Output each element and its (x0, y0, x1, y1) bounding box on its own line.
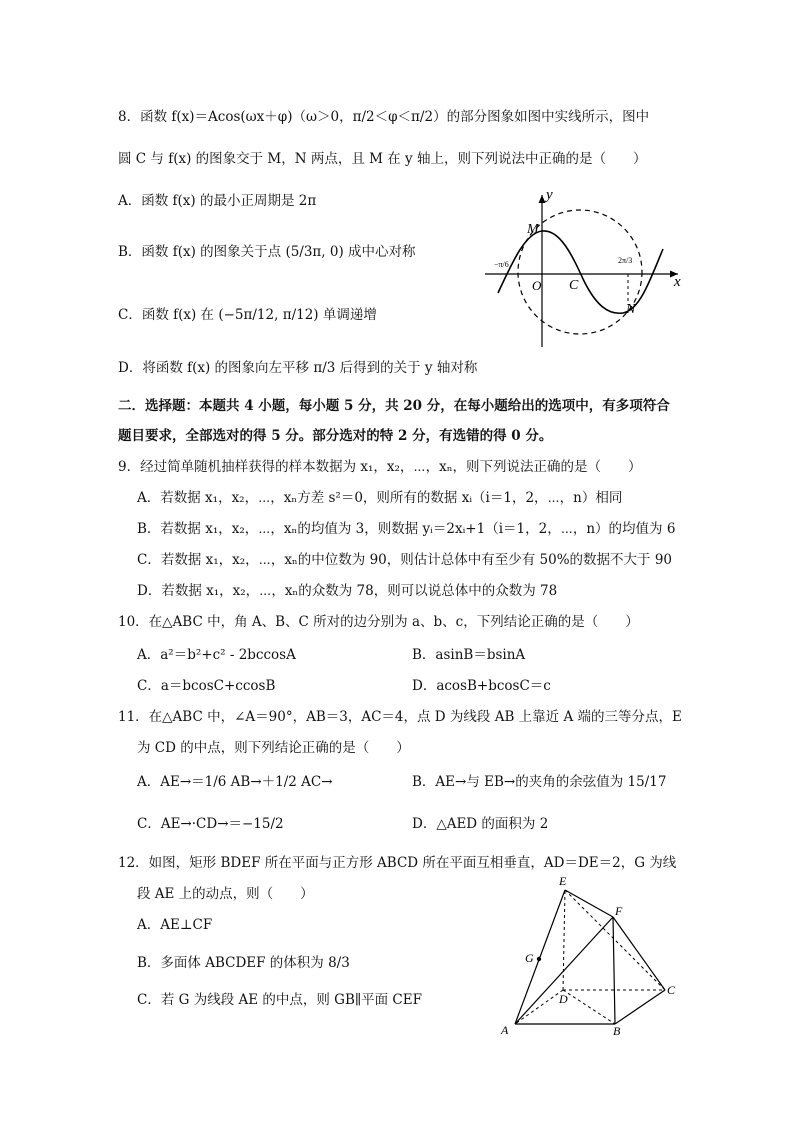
q10-option-b: B．asinB＝bsinA (412, 647, 526, 663)
vertex-c-label: C (667, 983, 676, 997)
q9-option-d: D．若数据 x₁，x₂，⋯，xₙ的众数为 78，则可以说总体中的众数为 78 (137, 583, 558, 599)
q8-graph-figure (480, 185, 685, 350)
tick-right-label: 2π/3 (618, 256, 633, 265)
q11-stem-line1: 11．在△ABC 中，∠A＝90°，AB＝3，AC＝4，点 D 为线段 AB 上靠近 A 端的三等分点，E (118, 709, 682, 725)
q8-option-d: D．将函数 f(x) 的图象向左平移 π/3 后得到的关于 y 轴对称 (118, 360, 478, 376)
point-n-label: N (626, 302, 636, 317)
edge-de (563, 890, 565, 990)
q12-stem-line2: 段 AE 上的动点，则（ ） (137, 886, 314, 902)
tick-left-label: −π/6 (494, 260, 509, 269)
q10-option-c: C．a＝bcosC+ccosB (137, 678, 276, 694)
q12-option-a: A．AE⊥CF (137, 917, 213, 933)
q11-stem-line2: 为 CD 的中点，则下列结论正确的是（ ） (137, 740, 410, 756)
section2-heading-line1: 二．选择题：本题共 4 小题，每小题 5 分，共 20 分，在每小题给出的选项中，有多项符合 (118, 398, 670, 414)
q9-option-b: B．若数据 x₁，x₂，⋯，xₙ的均值为 3，则数据 yᵢ＝2xᵢ+1（i＝1，2，⋯，n）的均值为 6 (137, 521, 676, 537)
q10-option-a: A．a²＝b²+c² - 2bccosA (137, 647, 296, 663)
edge-fc (613, 917, 665, 990)
q9-option-c: C．若数据 x₁，x₂，⋯，xₙ的中位数为 90，则估计总体中有至少有 50%的数据不大于 90 (137, 552, 673, 568)
q8-stem-line2: 圆 C 与 f(x) 的图象交于 M，N 两点，且 M 在 y 轴上，则下列说法中正确的是（ ） (118, 151, 647, 167)
q11-option-b: B．AE→与 EB→的夹角的余弦值为 15/17 (412, 774, 667, 790)
vertex-b-label: B (613, 1024, 621, 1038)
q9-option-a: A．若数据 x₁，x₂，⋯，xₙ方差 s²＝0，则所有的数据 xᵢ（i＝1，2，⋯，n）相同 (137, 490, 623, 506)
edge-db (563, 990, 615, 1024)
origin-label: O (532, 278, 542, 293)
edge-ae (515, 890, 565, 1024)
vertex-a-label: A (501, 1023, 509, 1037)
edge-da (515, 990, 563, 1024)
q10-option-d: D．acosB+bcosC＝c (412, 678, 551, 694)
vertex-f-label: F (615, 904, 623, 918)
q11-option-d: D．△AED 的面积为 2 (412, 816, 549, 832)
x-axis-label: x (674, 274, 681, 290)
q9-stem: 9．经过简单随机抽样获得的样本数据为 x₁，x₂，⋯，xₙ，则下列说法正确的是（ ） (118, 459, 642, 475)
point-m-label: M (527, 222, 539, 237)
function-curve (498, 231, 663, 313)
q12-option-c: C．若 G 为线段 AE 的中点，则 GB∥平面 CEF (137, 992, 422, 1008)
q8-option-b: B．函数 f(x) 的图象关于点 (5/3π, 0) 成中心对称 (118, 244, 416, 260)
section2-heading-line2: 题目要求，全部选对的得 5 分。部分选对的特 2 分，有选错的得 0 分。 (118, 428, 553, 444)
edge-bc (615, 990, 665, 1024)
q12-option-b: B．多面体 ABCDEF 的体积为 8/3 (137, 955, 350, 971)
y-axis-arrow-icon (539, 195, 546, 203)
y-axis-label: y (546, 187, 553, 203)
point-g-dot (537, 957, 541, 961)
edge-ef (565, 890, 613, 917)
edge-fb (613, 917, 615, 1024)
vertex-d-label: D (559, 992, 568, 1006)
q8-option-a: A．函数 f(x) 的最小正周期是 2π (118, 193, 317, 209)
q12-solid-figure (495, 872, 685, 1040)
q12-stem-line1: 12．如图，矩形 BDEF 所在平面与正方形 ABCD 所在平面互相垂直，AD＝DE＝2，G 为线 (118, 855, 677, 871)
q11-option-c: C．AE→·CD→＝−15/2 (137, 816, 284, 832)
q11-option-a: A．AE→＝1/6 AB→＋1/2 AC→ (137, 774, 333, 790)
q10-stem: 10．在△ABC 中，角 A、B、C 所对的边分别为 a、b、c，下列结论正确的是（ ） (118, 614, 639, 630)
center-c-label: C (569, 278, 579, 293)
vertex-e-label: E (559, 874, 567, 888)
point-g-label: G (525, 951, 534, 965)
q8-option-c: C．函数 f(x) 在 (−5π/12, π/12) 单调递增 (118, 307, 377, 323)
q8-stem-line1: 8．函数 f(x)＝Acos(ωx＋φ)（ω＞0，π/2＜φ＜π/2）的部分图象如图中实线所示，图中 (118, 109, 650, 125)
